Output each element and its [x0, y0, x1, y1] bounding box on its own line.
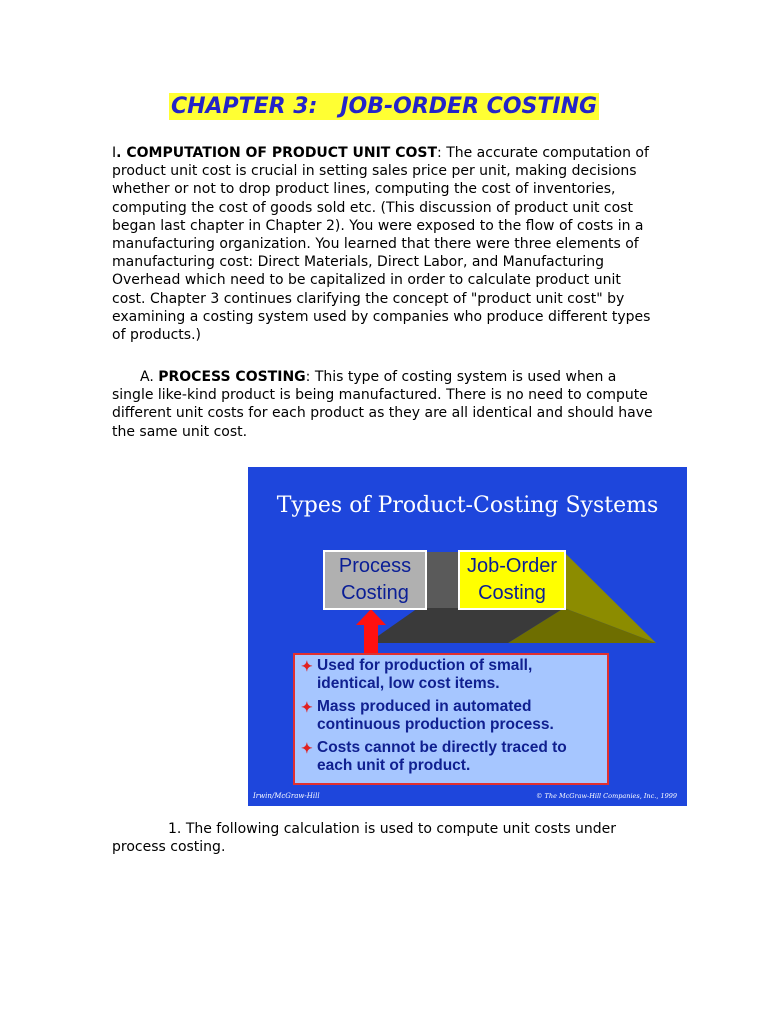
arrow-up-icon [356, 609, 386, 653]
section-heading: . COMPUTATION OF PRODUCT UNIT COST [116, 145, 438, 161]
slide-title: Types of Product-Costing Systems [276, 493, 659, 518]
process-line1: Process [338, 555, 412, 577]
bullet-star-icon: ✦ [301, 658, 313, 674]
bullet-item: ✦ Mass produced in automated continuous production process. [301, 698, 554, 733]
process-line2: Costing [341, 582, 409, 604]
job-line1: Job-Order [466, 555, 558, 577]
bullet-item: ✦ Costs cannot be directly traced to each unit of product. [301, 739, 567, 774]
item-1-text: The following calculation is used to compute unit costs under process costing. [112, 821, 616, 856]
slide-footer-right: © The McGraw-Hill Companies, Inc., 1999 [535, 792, 677, 800]
item-1-label: 1. [168, 821, 186, 837]
section-computation [112, 144, 657, 344]
job-line2: Costing [478, 582, 546, 604]
page-title: CHAPTER 3: JOB-ORDER COSTING [170, 94, 598, 119]
process-costing-box [323, 550, 427, 610]
section-numeral: I [112, 145, 117, 161]
bullet-star-icon: ✦ [301, 699, 313, 715]
item-1 [112, 820, 657, 856]
job-order-costing-box [458, 550, 566, 610]
bullet-star-icon: ✦ [301, 740, 313, 756]
section-a-label: A. [140, 369, 159, 385]
bullet-item: ✦ Used for production of small, identical, low cost items. [301, 657, 533, 692]
section-a-heading: PROCESS COSTING [158, 369, 306, 385]
section-process-costing [112, 368, 657, 441]
costing-systems-slide [248, 467, 687, 806]
bullet-box [293, 653, 609, 785]
slide-footer-left: Irwin/McGraw-Hill [253, 792, 320, 800]
section-a-text: : This type of costing system is used when a single like-kind product is being manufactured. There is no need to compute different unit costs for each product as they are all identical and should have the same unit cost. [112, 369, 653, 440]
process-wedge-shadow [423, 552, 462, 608]
section-text: : The accurate computation of product unit cost is crucial in setting sales price per unit, making decisions whether or not to drop product lines, computing the cost of inventories, computing the cost of goods sold etc. (This discussion of product unit cost began last chapter in Chapter 2). You were exposed to the flow of costs in a manufacturing organization. You learned that there were three elements of manufacturing cost: Direct Materials, Direct Labor, and Manufacturing Overhead which need to be capitalized in order to calculate product unit cost. Chapter 3 continues clarifying the concept of "product unit cost" by examining a costing system used by companies who produce different types of products.) [112, 145, 651, 344]
title-wrap [0, 93, 768, 120]
